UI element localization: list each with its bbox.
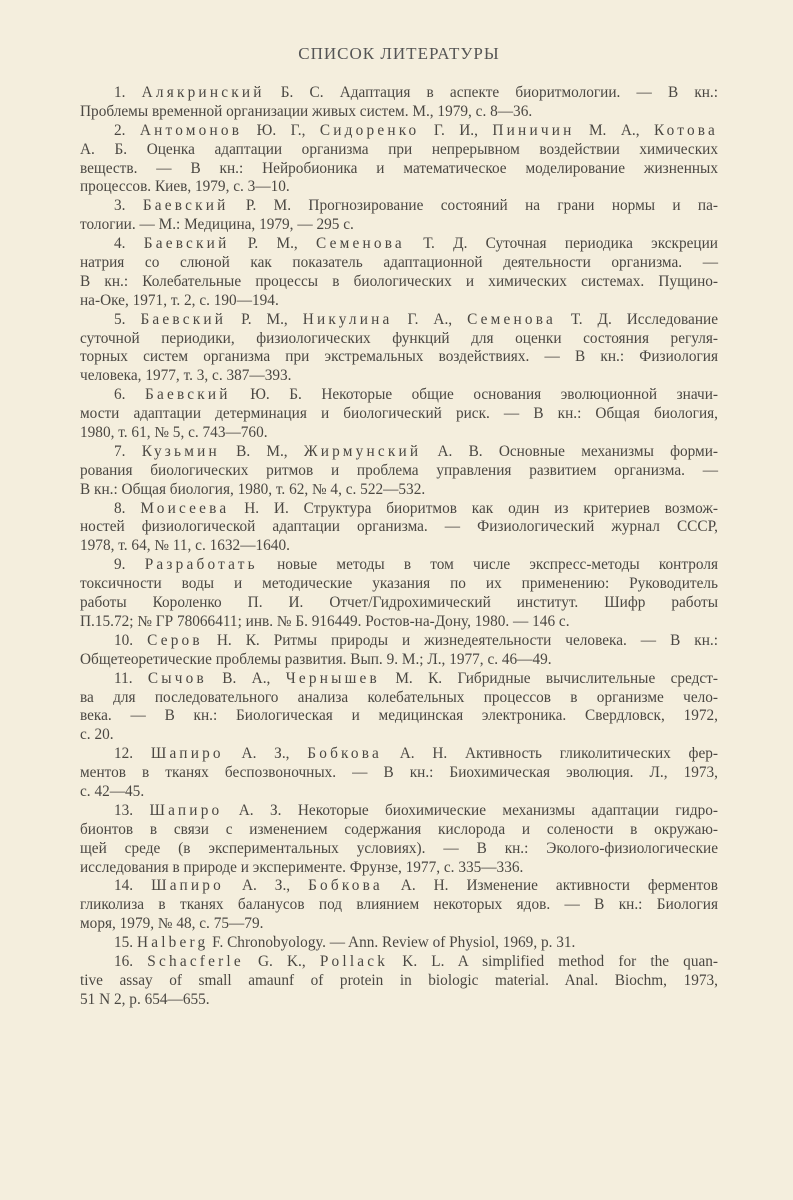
- reference-text: А. З. Некоторые биохимические механизмы адаптации гидро-: [222, 801, 718, 819]
- reference-line: [80, 84, 718, 103]
- reference-entry: [80, 556, 718, 632]
- reference-author: Чернышев: [285, 669, 380, 687]
- reference-author: Сычов: [147, 669, 207, 687]
- reference-text: А. З.,: [223, 745, 308, 763]
- reference-line: бионтов в связи с изменением содержания кислорода и солености в окружаю-: [80, 820, 718, 838]
- reference-line: [80, 122, 718, 141]
- reference-line: tive assay of small amaunf of protein in biologic material. Anal. Biochm, 1973,: [80, 971, 718, 989]
- reference-text: 3.: [114, 197, 143, 215]
- reference-line: [80, 877, 718, 896]
- reference-text: 10.: [114, 631, 148, 649]
- reference-line: [80, 386, 718, 405]
- reference-author: Бобкова: [308, 877, 383, 895]
- reference-text: А. З.,: [223, 877, 309, 895]
- reference-text: 4.: [114, 235, 144, 253]
- reference-line: В кн.: Общая биология, 1980, т. 62, № 4, с. 522—532.: [80, 480, 426, 498]
- reference-text: Н. К. Ритмы природы и жизнедеятельности человека. — В кн.:: [202, 631, 718, 649]
- reference-entry: [80, 802, 718, 878]
- reference-line: 1980, т. 61, № 5, с. 743—760.: [80, 424, 268, 442]
- reference-author: Семенова: [316, 235, 405, 253]
- reference-line: [80, 500, 718, 519]
- reference-text: 1.: [114, 84, 142, 101]
- reference-line: суточной периодики, физиологических функций для оценки состояния регуля-: [80, 329, 718, 347]
- reference-line: [80, 953, 718, 972]
- reference-line: процессов. Киев, 1979, с. 3—10.: [80, 178, 290, 196]
- reference-author: Пиничин: [492, 121, 575, 139]
- reference-text: В. М.,: [219, 442, 304, 460]
- reference-text: М. А.,: [574, 121, 654, 139]
- reference-line: 51 N 2, p. 654—655.: [80, 990, 210, 1008]
- reference-text: 8.: [114, 499, 141, 517]
- reference-author: Сидоренко: [319, 121, 420, 139]
- reference-text: Т. Д. Суточная периодика экскреции: [404, 235, 718, 253]
- reference-entry: [80, 386, 718, 443]
- reference-text: 16.: [114, 952, 148, 970]
- reference-entry: [80, 197, 718, 235]
- reference-line: [80, 235, 718, 254]
- reference-line: [80, 670, 718, 689]
- reference-entry: [80, 877, 718, 934]
- document-page: [80, 40, 718, 1010]
- reference-author: Семенова: [467, 310, 556, 328]
- reference-line: веществ. — В кн.: Нейробионика и математическое моделирование жизненных: [80, 159, 718, 177]
- reference-line: Проблемы временной организации живых систем. М., 1979, с. 8—36.: [80, 102, 533, 120]
- reference-entry: [80, 953, 718, 1010]
- reference-entry: [80, 84, 718, 122]
- page-title: СПИСОК ЛИТЕРАТУРЫ: [298, 44, 500, 63]
- reference-text: Г. И.,: [419, 121, 493, 139]
- reference-line: мости адаптации детерминация и биологический риск. — В кн.: Общая биология,: [80, 405, 718, 423]
- reference-text: Р. М.,: [229, 235, 317, 253]
- reference-entry: [80, 311, 718, 387]
- reference-line: [80, 632, 718, 651]
- reference-text: Б. С. Адаптация в аспекте биоритмологии. — В кн.:: [264, 84, 719, 101]
- reference-text: F. Chronobyology. — Ann. Review of Physiol, 1969, p. 31.: [208, 934, 576, 952]
- reference-line: токсичности воды и методические указания по их применению: Руководитель: [80, 575, 718, 593]
- reference-line: [80, 556, 718, 575]
- reference-text: 6.: [114, 386, 145, 404]
- reference-author: Никулина: [302, 310, 393, 328]
- reference-line: века. — В кн.: Биологическая и медицинская электроника. Свердловск, 1972,: [80, 707, 718, 725]
- reference-line: гликолиза в тканях баланусов под влиянием некоторых ядов. — В кн.: Биология: [80, 896, 718, 914]
- reference-author: Кузьмин: [141, 442, 220, 460]
- reference-text: Ю. Б. Некоторые общие основания эволюционной значи-: [230, 386, 718, 404]
- reference-text: В. А.,: [206, 669, 286, 687]
- reference-text: 11.: [114, 669, 148, 687]
- reference-entry: [80, 235, 718, 311]
- reference-line: А. Б. Оценка адаптации организма при непрерывном воздействии химических: [80, 140, 718, 158]
- reference-author: Шапиро: [149, 801, 223, 819]
- reference-line: моря, 1979, № 48, с. 75—79.: [80, 915, 264, 933]
- reference-line: ностей физиологической адаптации организма. — Физиологический журнал СССР,: [80, 518, 718, 536]
- reference-entry: [80, 500, 718, 557]
- reference-author: Жирмунский: [303, 442, 422, 460]
- reference-author: Серов: [147, 631, 203, 649]
- reference-line: человека, 1977, т. 3, с. 387—393.: [80, 367, 292, 385]
- reference-line: исследования в природе и эксперименте. Фрунзе, 1977, с. 335—336.: [80, 858, 524, 876]
- reference-author: Schacferle: [147, 952, 244, 970]
- reference-author: Шапиро: [150, 745, 224, 763]
- reference-author: Алякринский: [141, 84, 265, 101]
- reference-text: Н. И. Структура биоритмов как один из критериев возмож-: [229, 499, 719, 517]
- reference-entry: [80, 670, 718, 746]
- reference-entry: [80, 122, 718, 198]
- reference-line: [80, 443, 718, 462]
- reference-list: [80, 84, 718, 1010]
- reference-entry: [80, 745, 718, 802]
- reference-author: Halberg: [136, 934, 209, 952]
- reference-author: Баевский: [140, 310, 227, 328]
- reference-author: Pollack: [319, 952, 389, 970]
- reference-text: K. L. A simplified method for the quan-: [388, 952, 718, 970]
- reference-line: работы Короленко П. И. Отчет/Гидрохимический институт. Шифр работы: [80, 594, 718, 612]
- reference-entry: [80, 632, 718, 670]
- reference-text: 2.: [114, 121, 140, 139]
- reference-line: В кн.: Колебательные процессы в биологических и химических системах. Пущино-: [80, 272, 718, 290]
- reference-entry: [80, 934, 718, 953]
- reference-line: [80, 934, 718, 953]
- reference-text: 7.: [114, 442, 142, 460]
- reference-line: ва для последовательного анализа колебательных процессов в организме чело-: [80, 688, 718, 706]
- reference-author: Баевский: [143, 235, 230, 253]
- reference-line: с. 20.: [80, 726, 114, 744]
- reference-author: Моисеева: [140, 499, 230, 517]
- reference-text: 13.: [114, 801, 150, 819]
- reference-line: [80, 197, 718, 216]
- reference-line: натрия со слюной как показатель адаптационной деятельности организма. —: [80, 254, 718, 272]
- reference-text: А. Н. Активность гликолитических фер-: [381, 745, 719, 763]
- reference-author: Бобкова: [307, 745, 382, 763]
- reference-text: G. K.,: [243, 952, 320, 970]
- reference-text: Т. Д. Исследование: [555, 310, 718, 328]
- reference-text: М. К. Гибридные вычислительные средст-: [379, 669, 718, 687]
- reference-author: Шапиро: [151, 877, 224, 895]
- reference-line: П.15.72; № ГР 78066411; инв. № Б. 916449. Ростов-на-Дону, 1980. — 146 с.: [80, 612, 570, 630]
- reference-line: [80, 802, 718, 821]
- reference-text: А. Н. Изменение активности ферментов: [382, 877, 718, 895]
- reference-line: 1978, т. 64, № 11, с. 1632—1640.: [80, 537, 290, 555]
- reference-line: ментов в тканях беспозвоночных. — В кн.: Биохимическая эволюция. Л., 1973,: [80, 764, 718, 782]
- reference-author: Баевский: [142, 197, 229, 215]
- reference-line: тологии. — М.: Медицина, 1979, — 295 с.: [80, 216, 354, 234]
- reference-author: Антомонов: [139, 121, 243, 139]
- reference-line: с. 42—45.: [80, 782, 145, 800]
- reference-text: Р. М.,: [226, 310, 303, 328]
- reference-entry: [80, 443, 718, 500]
- reference-line: [80, 745, 718, 764]
- reference-line: на-Оке, 1971, т. 2, с. 190—194.: [80, 291, 279, 309]
- reference-text: 15.: [114, 934, 137, 952]
- reference-author: Котова: [653, 121, 718, 139]
- reference-line: рования биологических ритмов и проблема управления развитием организма. —: [80, 461, 718, 479]
- reference-text: 9.: [114, 556, 145, 574]
- reference-text: 12.: [114, 745, 151, 763]
- reference-author: Баевский: [144, 386, 231, 404]
- reference-text: Г. А.,: [392, 310, 468, 328]
- reference-text: 5.: [114, 310, 141, 328]
- reference-text: 14.: [114, 877, 152, 895]
- reference-text: Ю. Г.,: [242, 121, 320, 139]
- reference-line: щей среде (в экспериментальных условиях). — В кн.: Эколого-физиологические: [80, 839, 718, 857]
- reference-author: Разработать: [144, 556, 258, 574]
- reference-line: [80, 311, 718, 330]
- reference-line: торных систем организма при экстремальных воздействиях. — В кн.: Физиология: [80, 348, 718, 366]
- reference-text: новые методы в том числе экспресс-методы контроля: [257, 556, 718, 574]
- reference-line: Общетеоретические проблемы развития. Вып. 9. М.; Л., 1977, с. 46—49.: [80, 650, 552, 668]
- reference-text: Р. М. Прогнозирование состояний на грани нормы и па-: [228, 197, 718, 215]
- reference-text: А. В. Основные механизмы форми-: [421, 442, 719, 460]
